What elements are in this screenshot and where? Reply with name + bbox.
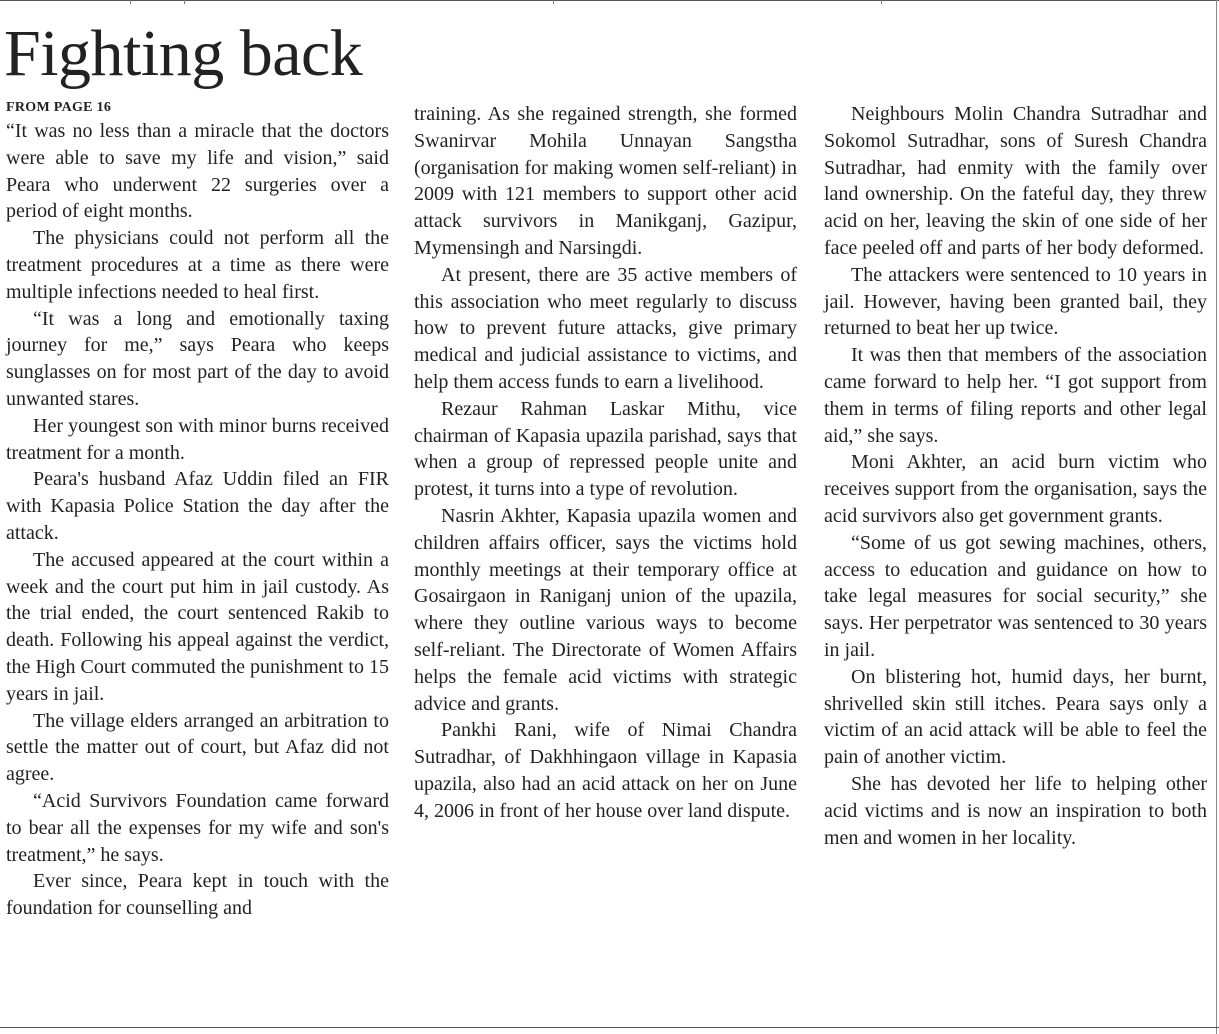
crop-mark	[130, 0, 131, 4]
paragraph: “It was no less than a miracle that the doctors were able to save my life and vision,” said Peara who underwent 22 surgeries over a period of eight months.	[6, 120, 389, 223]
bottom-rule	[0, 1027, 1219, 1028]
paragraph: training. As she regained strength, she formed Swanirvar Mohila Unnayan Sangstha (organisation for making women self-reliant) in 2009 with 121 members to support other acid attack survivors in Manikganj, Gazipur, Mymensingh and Narsingdi.	[414, 103, 797, 259]
crop-mark	[881, 0, 882, 4]
paragraph: Moni Akhter, an acid burn victim who receives support from the organisation, says the acid survivors also get government grants.	[824, 451, 1207, 527]
paragraph: At present, there are 35 active members of this association who meet regularly to discuss how to prevent future attacks, give primary medical and judicial assistance to victims, and help them access funds to earn a livelihood.	[414, 263, 797, 393]
paragraph: Peara's husband Afaz Uddin filed an FIR with Kapasia Police Station the day after the attack.	[6, 468, 389, 544]
paragraph: The attackers were sentenced to 10 years in jail. However, having been granted bail, they returned to beat her up twice.	[824, 263, 1207, 340]
crop-mark	[553, 0, 554, 4]
article-column-2	[414, 101, 797, 825]
paragraph: Neighbours Molin Chandra Sutradhar and Sokomol Sutradhar, sons of Suresh Chandra Sutradhar, had enmity with the family over land ownership. On the fateful day, they threw acid on her, leaving the skin of one side of her face peeled off and parts of her body deformed.	[824, 103, 1207, 259]
paragraph: “It was a long and emotionally taxing journey for me,” says Peara who keeps sunglasses on for most part of the day to avoid unwanted stares.	[6, 307, 389, 410]
paragraph: It was then that members of the association came forward to help her. “I got support from them in terms of filing reports and other legal aid,” she says.	[824, 344, 1207, 447]
article-column-3	[824, 101, 1207, 851]
paragraph: The village elders arranged an arbitration to settle the matter out of court, but Afaz did not agree.	[6, 709, 389, 786]
paragraph: The physicians could not perform all the treatment procedures at a time as there were multiple infections needed to heal first.	[6, 227, 389, 303]
top-rule	[0, 0, 1219, 1]
article-headline: Fighting back	[4, 17, 363, 90]
paragraph: “Some of us got sewing machines, others, access to education and guidance on how to take legal measures for social security,” she says. Her perpetrator was sentenced to 30 years in jail.	[824, 531, 1207, 661]
paragraph: Pankhi Rani, wife of Nimai Chandra Sutradhar, of Dakhhingaon village in Kapasia upazila, also had an acid attack on her on June 4, 2006 in front of her house over land dispute.	[414, 719, 797, 822]
paragraph: She has devoted her life to helping other acid victims and is now an inspiration to both men and women in her locality.	[824, 772, 1207, 849]
paragraph: Rezaur Rahman Laskar Mithu, vice chairman of Kapasia upazila parishad, says that when a group of repressed people unite and protest, it turns into a type of revolution.	[414, 397, 797, 501]
paragraph: Her youngest son with minor burns received treatment for a month.	[6, 414, 389, 464]
crop-mark	[184, 0, 185, 4]
paragraph: On blistering hot, humid days, her burnt, shrivelled skin still itches. Peara says only a victim of an acid attack will be able to feel the pain of another victim.	[824, 665, 1207, 769]
paragraph: “Acid Survivors Foundation came forward to bear all the expenses for my wife and son's treatment,” he says.	[6, 789, 389, 866]
right-rule	[1216, 0, 1217, 1034]
paragraph: The accused appeared at the court within a week and the court put him in jail custody. As the trial ended, the court sentenced Rakib to death. Following his appeal against the verdict, the High Court commuted the punishment to 15 years in jail.	[6, 548, 389, 705]
article-column-1	[6, 98, 389, 922]
paragraph: Ever since, Peara kept in touch with the foundation for counselling and	[6, 870, 389, 920]
paragraph: Nasrin Akhter, Kapasia upazila women and children affairs officer, says the victims hold monthly meetings at their temporary office at Gosairgaon in Raniganj union of the upazila, where they outline various ways to become self-reliant. The Directorate of Women Affairs helps the female acid victims with strategic advice and grants.	[414, 504, 797, 715]
continuation-kicker: FROM PAGE 16	[6, 100, 112, 115]
